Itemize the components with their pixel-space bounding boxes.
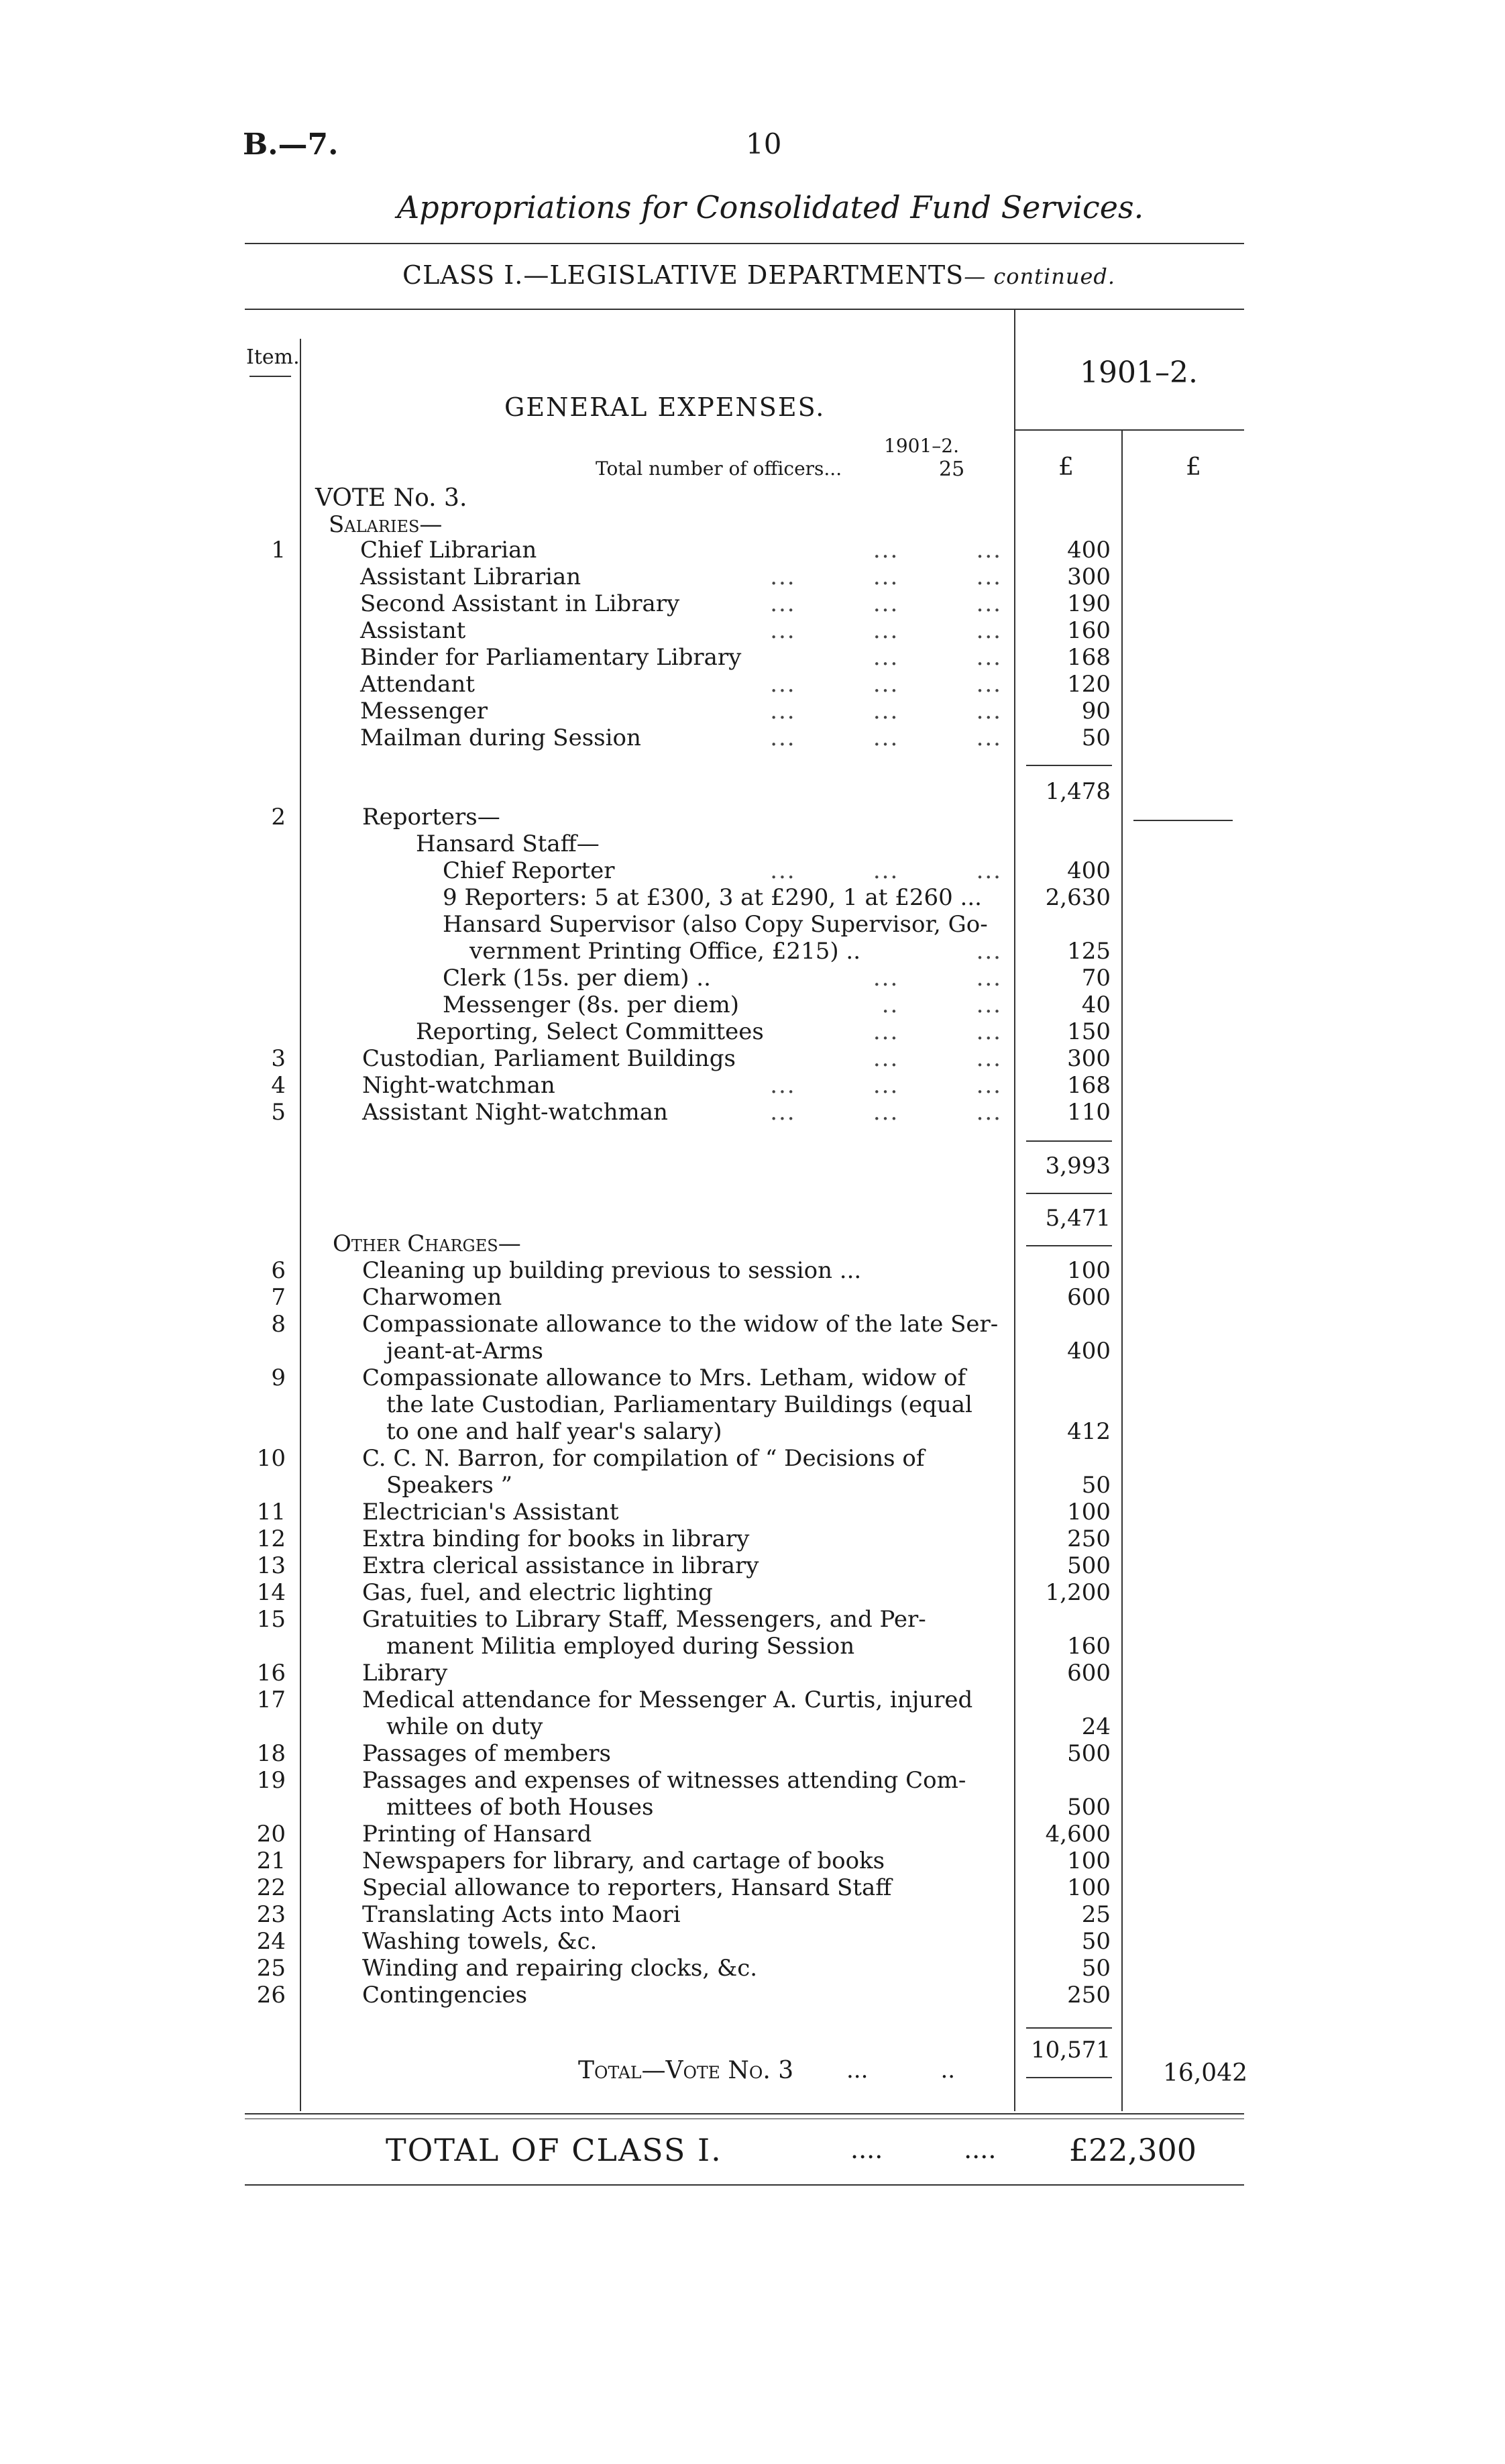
table-row	[0, 1606, 1505, 1633]
row-amount: 110	[1067, 1099, 1111, 1126]
item-number: 6	[271, 1257, 286, 1284]
row-text: Reporters—	[362, 804, 500, 831]
class-total-label: TOTAL OF CLASS I.	[386, 2132, 722, 2168]
table-row	[0, 965, 1505, 992]
row-text: Speakers ”	[386, 1472, 513, 1499]
subtotal-rule	[1026, 2077, 1112, 2078]
table-row	[0, 1257, 1505, 1284]
leader-dots: ... ...	[873, 644, 1002, 671]
item-number: 26	[256, 1982, 286, 2008]
row-amount: 100	[1067, 1257, 1111, 1284]
table-row	[0, 1284, 1505, 1311]
class-heading-text: CLASS I.—LEGISLATIVE DEPARTMENTS	[402, 260, 964, 290]
leader-dots: ... ... ...	[770, 1099, 1002, 1126]
table-row	[0, 1418, 1505, 1445]
row-amount: 300	[1067, 564, 1111, 590]
item-number: 24	[256, 1928, 286, 1955]
leader-dots: ... ... ...	[770, 725, 1002, 751]
class-heading-continued: — continued.	[964, 264, 1116, 289]
salaries-heading: Salaries—	[329, 511, 443, 538]
item-number: 19	[256, 1767, 286, 1794]
row-text: Passages and expenses of witnesses attending Com-	[362, 1767, 966, 1794]
row-amount: 500	[1067, 1740, 1111, 1767]
leader-dots: ... ... ...	[770, 671, 1002, 698]
row-text: Assistant	[360, 617, 466, 644]
item-column-header: Item.	[246, 345, 300, 369]
document-reference: B.—7.	[243, 127, 339, 162]
row-amount: 160	[1067, 1633, 1111, 1660]
class-total-top-rule	[245, 2113, 1244, 2114]
row-text: Hansard Supervisor (also Copy Supervisor, Go-	[443, 911, 988, 938]
pound-column-header-1: £	[1058, 453, 1074, 481]
row-text: Electrician's Assistant	[362, 1499, 619, 1525]
table-row	[0, 857, 1505, 884]
row-amount: 125	[1067, 938, 1111, 965]
row-text: Assistant Librarian	[360, 564, 581, 590]
row-amount: 2,630	[1045, 884, 1111, 911]
table-top-rule	[245, 309, 1244, 310]
item-number: 2	[271, 804, 286, 831]
row-amount: 150	[1067, 1018, 1111, 1045]
row-text: Passages of members	[362, 1740, 611, 1767]
leader-dots: ...	[976, 938, 1002, 965]
item-number: 16	[256, 1660, 286, 1686]
title-rule	[245, 243, 1244, 244]
other-charges-heading: Other Charges—	[333, 1230, 521, 1257]
table-row	[0, 1982, 1505, 2008]
table-row	[0, 1311, 1505, 1338]
item-number: 15	[256, 1606, 286, 1633]
row-amount: 250	[1067, 1982, 1111, 2008]
table-row	[0, 1874, 1505, 1901]
officers-year: 1901–2.	[884, 435, 959, 457]
row-text: manent Militia employed during Session	[386, 1633, 855, 1660]
row-amount: 168	[1067, 1072, 1111, 1099]
leader-dots: ... ...	[873, 1045, 1002, 1072]
row-text: 9 Reporters: 5 at £300, 3 at £290, 1 at £260 ...	[443, 884, 982, 911]
row-text: Gratuities to Library Staff, Messengers, and Per-	[362, 1606, 926, 1633]
officers-count: 25	[939, 458, 965, 481]
row-amount: 100	[1067, 1847, 1111, 1874]
table-row	[0, 644, 1505, 671]
table-row	[0, 1445, 1505, 1472]
row-text: Chief Reporter	[443, 857, 615, 884]
subtotal-rule	[1026, 1140, 1112, 1142]
row-text: Night-watchman	[362, 1072, 555, 1099]
row-amount: 100	[1067, 1874, 1111, 1901]
table-row	[0, 1525, 1505, 1552]
item-number: 14	[256, 1579, 286, 1606]
pound-column-header-2: £	[1186, 453, 1201, 481]
row-text: Extra clerical assistance in library	[362, 1552, 759, 1579]
row-text: Attendant	[360, 671, 475, 698]
row-text: vernment Printing Office, £215) ..	[469, 938, 861, 965]
table-row	[0, 1901, 1505, 1928]
table-row	[0, 992, 1505, 1018]
row-text: Extra binding for books in library	[362, 1525, 750, 1552]
vote-total-dots: ... ..	[846, 2057, 956, 2084]
row-amount: 400	[1067, 857, 1111, 884]
row-text: Messenger (8s. per diem)	[443, 992, 739, 1018]
table-row	[0, 1072, 1505, 1099]
row-text: the late Custodian, Parliamentary Buildings (equal	[386, 1391, 972, 1418]
table-row	[0, 1391, 1505, 1418]
class-total-dots: .... ....	[850, 2135, 997, 2164]
leader-dots: ... ... ...	[770, 590, 1002, 617]
item-number: 21	[256, 1847, 286, 1874]
table-row	[0, 1018, 1505, 1045]
officers-label: Total number of officers...	[596, 458, 842, 480]
row-text: Binder for Parliamentary Library	[360, 644, 742, 671]
row-amount: 1,200	[1045, 1579, 1111, 1606]
table-row	[0, 884, 1505, 911]
table-row	[0, 617, 1505, 644]
row-text: Second Assistant in Library	[360, 590, 680, 617]
table-row	[0, 911, 1505, 938]
row-text: C. C. N. Barron, for compilation of “ Decisions of	[362, 1445, 925, 1472]
reporters-subtotal: 3,993	[1045, 1153, 1111, 1179]
row-amount: 25	[1081, 1901, 1111, 1928]
table-row	[0, 1821, 1505, 1847]
item-number: 23	[256, 1901, 286, 1928]
row-text: Chief Librarian	[360, 537, 537, 564]
row-text: to one and half year's salary)	[386, 1418, 722, 1445]
leader-dots: ... ... ...	[770, 857, 1002, 884]
item-number: 13	[256, 1552, 286, 1579]
table-row	[0, 671, 1505, 698]
class-total-amount: £22,300	[1068, 2132, 1196, 2168]
row-amount: 40	[1081, 992, 1111, 1018]
row-text: Messenger	[360, 698, 488, 725]
row-text: Printing of Hansard	[362, 1821, 592, 1847]
row-amount: 70	[1081, 965, 1111, 992]
table-row	[0, 938, 1505, 965]
row-text: Hansard Staff—	[416, 831, 600, 857]
salaries-subtotal: 1,478	[1045, 778, 1111, 805]
table-row	[0, 1660, 1505, 1686]
item-number: 3	[271, 1045, 286, 1072]
row-amount: 50	[1081, 1928, 1111, 1955]
table-row	[0, 1579, 1505, 1606]
table-row	[0, 1928, 1505, 1955]
table-row	[0, 564, 1505, 590]
table-row	[0, 1338, 1505, 1364]
leader-dots: ... ... ...	[770, 617, 1002, 644]
row-text: Newspapers for library, and cartage of books	[362, 1847, 885, 1874]
salaries-total: 5,471	[1045, 1205, 1111, 1232]
item-number: 18	[256, 1740, 286, 1767]
table-row	[0, 537, 1505, 564]
table-row	[0, 831, 1505, 857]
row-amount: 190	[1067, 590, 1111, 617]
page-title: Appropriations for Consolidated Fund Services.	[397, 189, 1144, 225]
item-number: 17	[256, 1686, 286, 1713]
year-header-rule	[1014, 429, 1244, 431]
row-amount: 24	[1081, 1713, 1111, 1740]
row-text: Medical attendance for Messenger A. Curtis, injured	[362, 1686, 973, 1713]
row-amount: 600	[1067, 1660, 1111, 1686]
row-amount: 50	[1081, 1472, 1111, 1499]
subtotal-rule	[1026, 2027, 1112, 2029]
row-text: Washing towels, &c.	[362, 1928, 598, 1955]
row-text: Winding and repairing clocks, &c.	[362, 1955, 758, 1982]
item-number: 20	[256, 1821, 286, 1847]
row-text: Compassionate allowance to Mrs. Letham, widow of	[362, 1364, 966, 1391]
leader-dots: .. ...	[881, 992, 1002, 1018]
subtotal-rule	[1026, 765, 1112, 766]
table-row	[0, 698, 1505, 725]
row-amount: 600	[1067, 1284, 1111, 1311]
section-title: GENERAL EXPENSES.	[504, 392, 826, 422]
leader-dots: ... ...	[873, 1018, 1002, 1045]
row-amount: 250	[1067, 1525, 1111, 1552]
leader-dots: ... ... ...	[770, 698, 1002, 725]
table-row	[0, 1794, 1505, 1821]
row-text: Special allowance to reporters, Hansard Staff	[362, 1874, 892, 1901]
table-row	[0, 1364, 1505, 1391]
row-amount: 4,600	[1045, 1821, 1111, 1847]
row-text: Charwomen	[362, 1284, 502, 1311]
item-number: 1	[271, 537, 286, 564]
item-number: 5	[271, 1099, 286, 1126]
leader-dots: ... ... ...	[770, 1072, 1002, 1099]
row-amount: 500	[1067, 1552, 1111, 1579]
row-amount: 50	[1081, 1955, 1111, 1982]
row-amount: 90	[1081, 698, 1111, 725]
row-amount: 160	[1067, 617, 1111, 644]
row-amount: 500	[1067, 1794, 1111, 1821]
item-number: 4	[271, 1072, 286, 1099]
row-amount: 412	[1067, 1418, 1111, 1445]
table-row	[0, 1847, 1505, 1874]
subtotal-rule	[1026, 1193, 1112, 1194]
row-text: Compassionate allowance to the widow of the late Ser-	[362, 1311, 999, 1338]
item-number: 11	[256, 1499, 286, 1525]
leader-dots: ... ...	[873, 965, 1002, 992]
row-amount: 400	[1067, 537, 1111, 564]
row-text: Clerk (15s. per diem) ..	[443, 965, 711, 992]
vote-total-label: Total—Vote No. 3	[578, 2057, 794, 2084]
leader-dots: ... ... ...	[770, 564, 1002, 590]
table-row	[0, 590, 1505, 617]
other-charges-subtotal: 10,571	[1031, 2037, 1111, 2064]
row-text: jeant-at-Arms	[386, 1338, 543, 1364]
vote-heading: VOTE No. 3.	[315, 484, 467, 512]
row-text: Reporting, Select Committees	[416, 1018, 764, 1045]
table-row	[0, 1740, 1505, 1767]
row-text: Custodian, Parliament Buildings	[362, 1045, 736, 1072]
table-row	[0, 1955, 1505, 1982]
row-amount: 50	[1081, 725, 1111, 751]
table-row	[0, 1045, 1505, 1072]
table-row	[0, 725, 1505, 751]
item-header-underline	[249, 376, 291, 377]
table-row	[0, 1633, 1505, 1660]
table-row	[0, 1099, 1505, 1126]
row-text: Assistant Night-watchman	[362, 1099, 668, 1126]
table-row	[0, 1472, 1505, 1499]
row-text: Library	[362, 1660, 448, 1686]
subtotal-rule	[1026, 1245, 1112, 1246]
item-number: 25	[256, 1955, 286, 1982]
row-amount: 100	[1067, 1499, 1111, 1525]
table-row	[0, 1686, 1505, 1713]
item-number: 7	[271, 1284, 286, 1311]
row-amount: 400	[1067, 1338, 1111, 1364]
item-number: 10	[256, 1445, 286, 1472]
class-heading	[402, 260, 1115, 290]
class-total-bottom-rule	[245, 2184, 1244, 2186]
row-text: Gas, fuel, and electric lighting	[362, 1579, 713, 1606]
row-text: Cleaning up building previous to session ...	[362, 1257, 862, 1284]
year-column-header: 1901–2.	[1080, 356, 1198, 390]
item-number: 8	[271, 1311, 286, 1338]
item-number: 9	[271, 1364, 286, 1391]
row-text: mittees of both Houses	[386, 1794, 654, 1821]
row-text: Contingencies	[362, 1982, 528, 2008]
table-row	[0, 804, 1505, 831]
row-text: while on duty	[386, 1713, 543, 1740]
page-number: 10	[746, 127, 782, 160]
table-row	[0, 1552, 1505, 1579]
table-row	[0, 1713, 1505, 1740]
leader-dots: ... ...	[873, 537, 1002, 564]
item-number: 22	[256, 1874, 286, 1901]
row-text: Translating Acts into Maori	[362, 1901, 681, 1928]
row-text: Mailman during Session	[360, 725, 641, 751]
row-amount: 168	[1067, 644, 1111, 671]
row-amount: 120	[1067, 671, 1111, 698]
vote-total-amount: 16,042	[1163, 2059, 1247, 2087]
row-amount: 300	[1067, 1045, 1111, 1072]
table-row	[0, 1499, 1505, 1525]
table-row	[0, 1767, 1505, 1794]
item-number: 12	[256, 1525, 286, 1552]
